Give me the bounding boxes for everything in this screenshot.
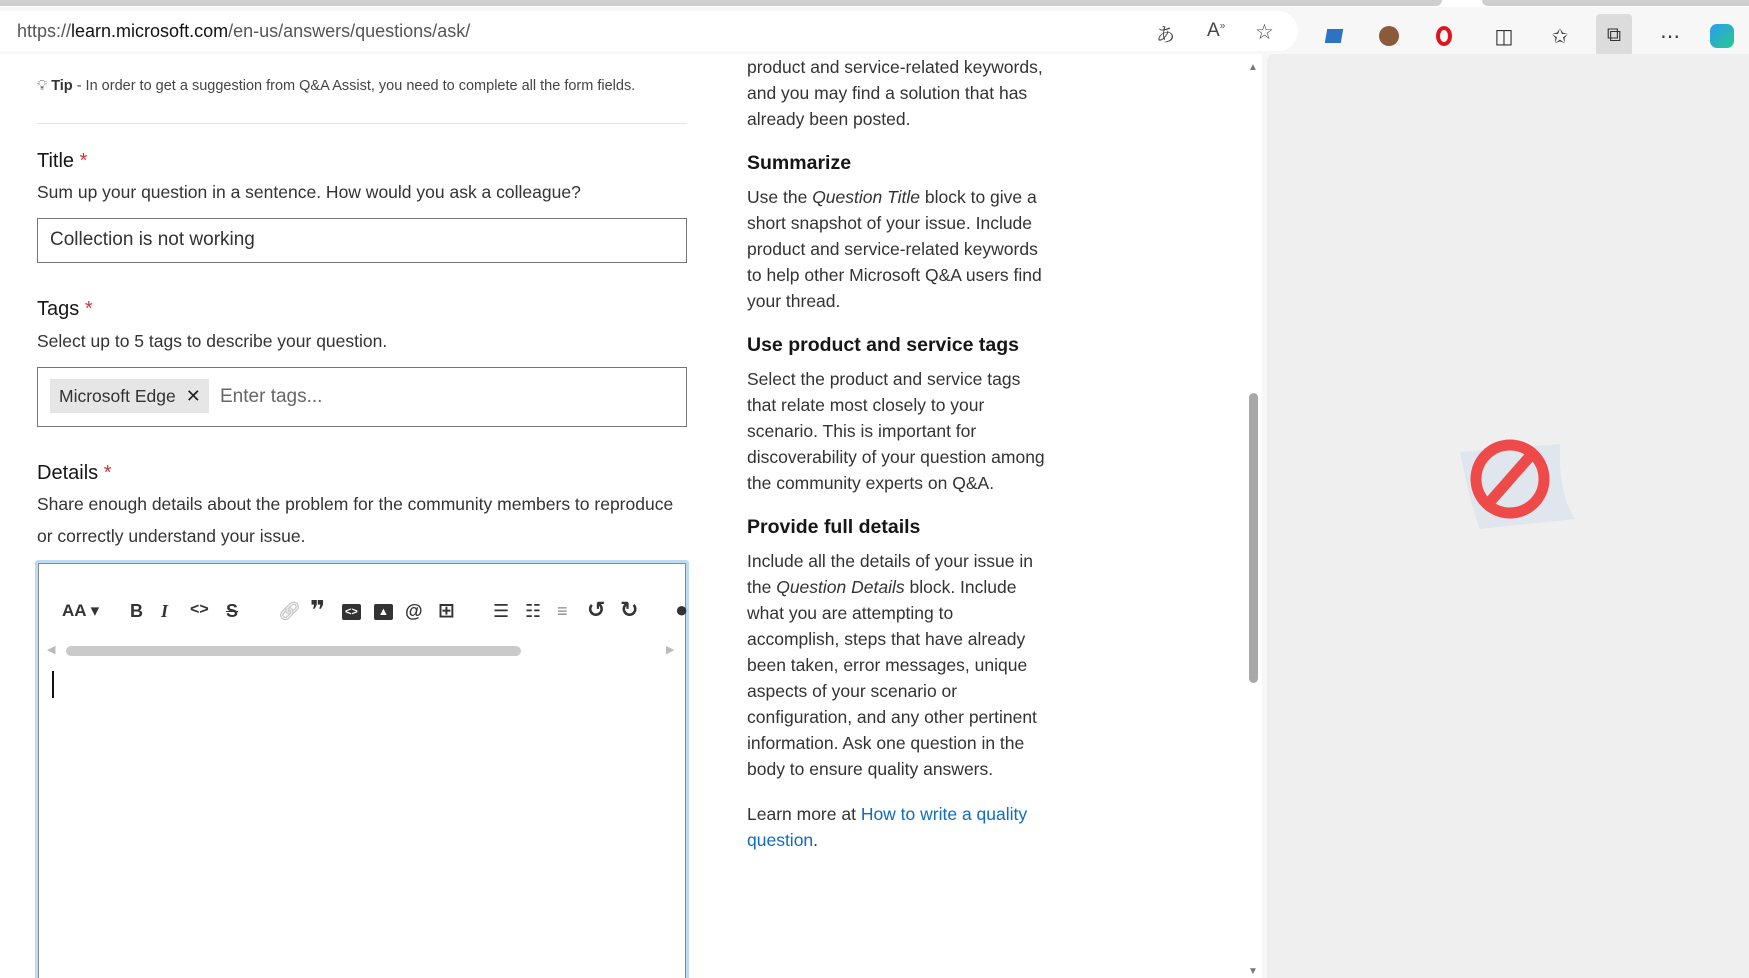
blocked-icon: [1440, 424, 1580, 534]
strikethrough-icon[interactable]: S: [226, 601, 239, 621]
toolbar-scrollbar[interactable]: [66, 646, 521, 656]
details-editor[interactable]: [35, 560, 689, 978]
font-size-icon[interactable]: AA ▾: [62, 601, 100, 620]
title-label: Title *: [37, 150, 88, 172]
side-panel: [1267, 54, 1749, 978]
cookie-extension-icon[interactable]: [1371, 18, 1407, 54]
ask-question-page: [0, 54, 1262, 978]
section-heading: Provide full details: [747, 516, 921, 538]
url-text[interactable]: https://learn.microsoft.com/en-us/answers/questions/ask/: [17, 21, 471, 41]
scrollbar-thumb[interactable]: [1249, 393, 1258, 683]
collections-icon[interactable]: ⧉: [1596, 14, 1632, 56]
text-cursor: [52, 671, 54, 698]
image-icon[interactable]: ▲: [374, 604, 393, 620]
help-icon[interactable]: ●: [675, 597, 689, 622]
guidance-intro: product and service-related keywords, and you may find a solution that has already been posted.: [747, 57, 1043, 129]
tags-description: Select up to 5 tags to describe your question.: [37, 331, 388, 351]
remove-tag-button[interactable]: ✕: [185, 385, 201, 406]
bold-icon[interactable]: B: [130, 601, 143, 621]
table-icon[interactable]: ⊞: [438, 600, 455, 622]
scroll-up-icon[interactable]: ▲: [1248, 62, 1258, 73]
favorites-icon[interactable]: ✩: [1551, 25, 1569, 48]
quality-question-link[interactable]: How to write a quality question: [747, 804, 1028, 850]
split-screen-icon[interactable]: ◫: [1494, 25, 1514, 48]
tag-chip: Microsoft Edge ✕: [50, 379, 209, 413]
more-menu-icon[interactable]: ⋯: [1660, 25, 1680, 48]
details-label: Details *: [37, 462, 112, 484]
section-heading: Use product and service tags: [747, 334, 1020, 356]
attachment-icon[interactable]: @: [405, 601, 423, 621]
tags-label: Tags *: [37, 298, 93, 320]
page-scrollbar[interactable]: [1247, 54, 1261, 978]
translate-icon[interactable]: あ: [1156, 25, 1176, 46]
undo-icon[interactable]: ↺: [587, 597, 606, 622]
section-heading: Summarize: [747, 152, 852, 174]
tags-placeholder[interactable]: Enter tags...: [220, 386, 323, 407]
title-input[interactable]: Collection is not working: [37, 218, 687, 263]
italic-icon[interactable]: I: [161, 601, 169, 621]
tip: 💡︎ Tip - In order to get a suggestion from Q&A Assist, you need to complete all the form fields.: [37, 78, 636, 94]
address-bar[interactable]: [0, 11, 1298, 51]
section-text: Include all the details of your issue in the Question Details block. Include what you are attempting to accomplish, steps that have already been taken, error messages, unique aspects of your scenario or configuration, and any other pertinent information. Ask one question in the body to ensure quality answers.: [747, 551, 1037, 779]
horizontal-rule-icon[interactable]: ≡: [557, 601, 568, 621]
section-text: Use the Question Title block to give a short snapshot of your issue. Include product and service-related keywords to help other Microsoft Q&A users find your thread.: [747, 187, 1042, 311]
section-text: Select the product and service tags that relate most closely to your scenario. This is important for discoverability of your question among the community experts on Q&A.: [747, 369, 1045, 493]
tags-input[interactable]: [37, 367, 687, 427]
details-description: Share enough details about the problem for the community members to reproduce or correctly understand your issue.: [37, 494, 674, 546]
code-block-icon[interactable]: <>: [342, 604, 361, 620]
title-description: Sum up your question in a sentence. How would you ask a colleague?: [37, 182, 581, 202]
lightbulb-icon: 💡︎: [37, 78, 48, 94]
quote-icon[interactable]: ❞: [310, 595, 326, 625]
link-icon[interactable]: 🔗︎: [278, 601, 301, 621]
numbered-list-icon[interactable]: ☰: [493, 601, 510, 621]
extension-icon[interactable]: [1316, 18, 1352, 54]
copilot-icon[interactable]: [1704, 18, 1740, 54]
redo-icon[interactable]: ↻: [620, 597, 639, 622]
learn-more: Learn more at How to write a quality question.: [747, 804, 1028, 850]
scroll-right-icon[interactable]: ▶: [666, 644, 675, 656]
guidance-panel: [747, 54, 1047, 853]
scroll-left-icon[interactable]: ◀: [47, 644, 56, 656]
favorite-star-icon[interactable]: ☆: [1255, 21, 1274, 44]
bulleted-list-icon[interactable]: ☷: [525, 601, 542, 621]
opera-extension-icon[interactable]: [1426, 18, 1462, 54]
code-icon[interactable]: <>: [190, 601, 209, 618]
tab-strip: [0, 0, 1749, 7]
read-aloud-icon[interactable]: A»: [1207, 20, 1226, 41]
divider: [37, 123, 687, 124]
scroll-down-icon[interactable]: ▼: [1248, 966, 1258, 977]
